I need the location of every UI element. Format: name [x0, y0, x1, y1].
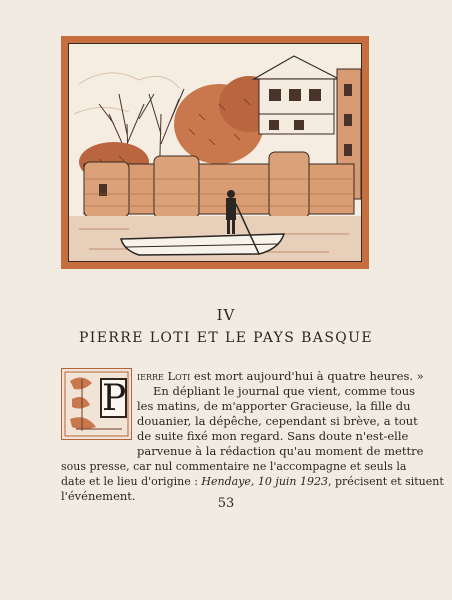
text-line-5: de suite fixé mon regard. Sans doute n'est-elle [137, 429, 409, 443]
page-number: 53 [217, 496, 235, 511]
text-line-3: les matins, de m'apporter Gracieuse, la fille du [137, 399, 411, 413]
text-line-2: En dépliant le journal que vient, comme tous [153, 384, 416, 398]
basque-riverside-scene [69, 44, 361, 261]
first-words-smallcaps: ierre Loti [137, 369, 191, 383]
text-line-1 [137, 369, 424, 384]
chapter-title-text: PIERRE LOTI ET LE PAYS BASQUE [78, 330, 374, 346]
text-line-4: douanier, la dépêche, cependant si brève, a tout [137, 414, 418, 428]
text-line-6: parvenue à la rédaction qu'au moment de mettre [137, 444, 424, 458]
text-line-8-after: , précisent et situent [328, 475, 444, 488]
text-line-7: sous presse, car nul commentaire ne l'accompagne et seuls la [61, 460, 407, 473]
place-date: Hendaye, 10 juin 1923 [201, 475, 329, 488]
decorated-initial [61, 368, 132, 440]
chapter-title [0, 330, 452, 346]
initial-letter: P [102, 378, 127, 419]
text-line-1-rest: est mort aujourd'hui à quatre heures. » [190, 369, 424, 383]
illustration-image [68, 43, 362, 262]
chapter-number: IV [216, 306, 236, 324]
text-line-8-before: date et le lieu d'origine : [61, 475, 202, 488]
frontispiece-illustration [61, 36, 369, 269]
text-line-9: l'événement. [61, 489, 136, 503]
text-line-8 [61, 474, 444, 489]
